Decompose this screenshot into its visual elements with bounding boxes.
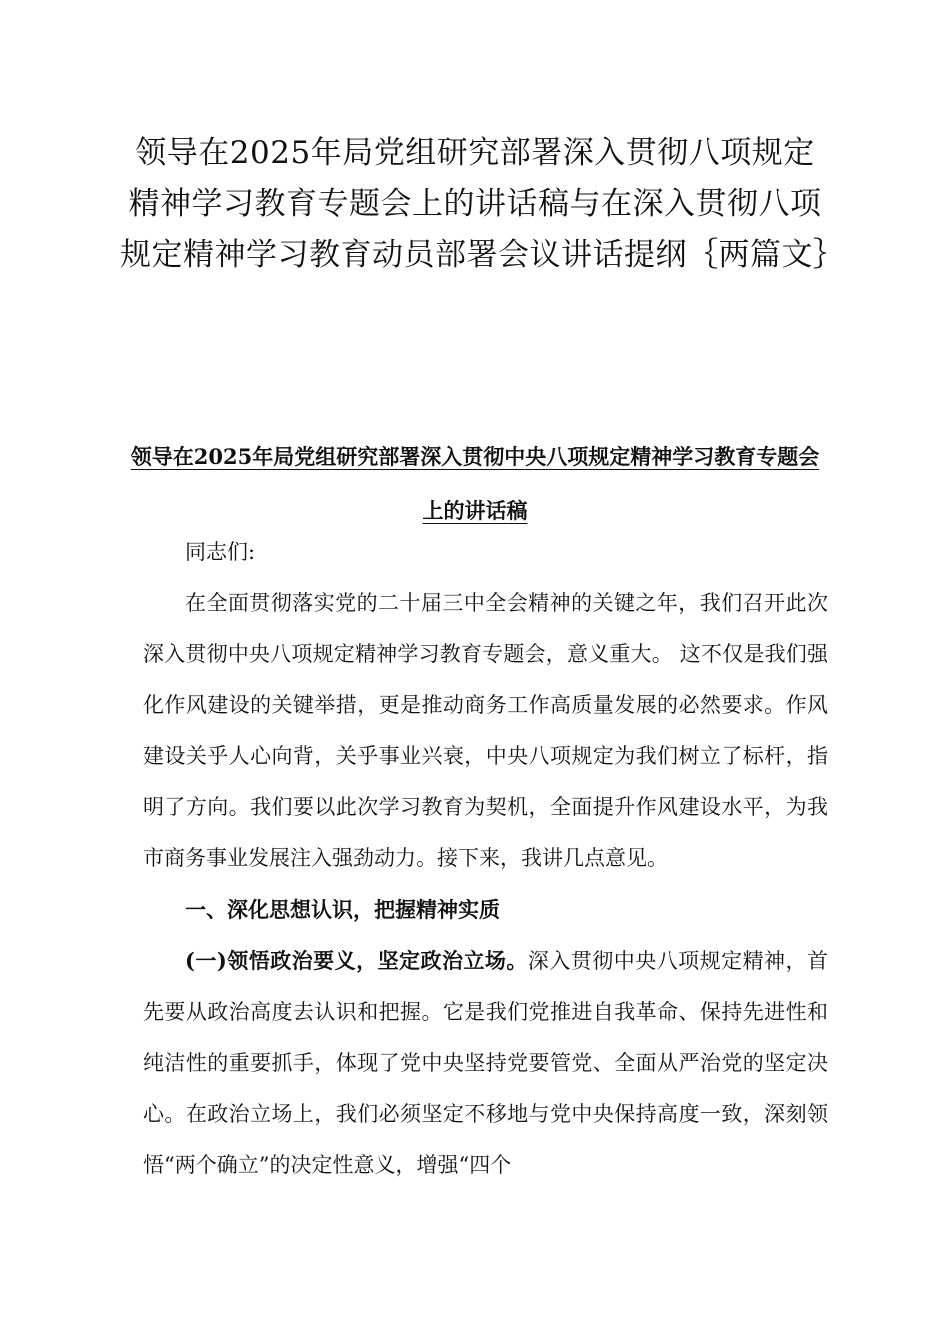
speech-section-title: [130, 430, 820, 538]
speech-body: [143, 527, 828, 1191]
point-1-paragraph: [143, 935, 828, 1191]
greeting: 同志们:: [185, 540, 256, 564]
document-main-title: 领导在2025年局党组研究部署深入贯彻八项规定精神学习教育专题会上的讲话稿与在深入贯彻八项规定精神学习教育动员部署会议讲话提纲｛两篇文｝: [120, 135, 845, 273]
speech-section-title-text: 领导在2025年局党组研究部署深入贯彻中央八项规定精神学习教育专题会上的讲话稿: [130, 444, 820, 523]
section-heading-1: 一、深化思想认识，把握精神实质: [185, 897, 500, 922]
point-1-lead: (一)领悟政治要义，坚定政治立场。: [185, 948, 528, 973]
intro-paragraph: 在全面贯彻落实党的二十届三中全会精神的关键之年，我们召开此次深入贯彻中央八项规定精神学习教育专题会，意义重大。 这不仅是我们强化作风建设的关键举措，更是推动商务工作高质量发展的必然要求。作风建设关乎人心向背，关乎事业兴衰，中央八项规定为我们树立了标杆，指明了方向。我们要以此次学习教育为契机，全面提升作风建设水平，为我市商务事业发展注入强劲动力。接下来，我讲几点意见。: [143, 591, 828, 870]
point-1-text: 深入贯彻中央八项规定精神，首先要从政治高度去认识和把握。它是我们党推进自我革命、保持先进性和纯洁性的重要抓手，体现了党中央坚持党要管党、全面从严治党的坚定决心。在政治立场上，我们必须坚定不移地与党中央保持高度一致，深刻领悟“两个确立”的决定性意义，增强“四个: [143, 949, 828, 1177]
